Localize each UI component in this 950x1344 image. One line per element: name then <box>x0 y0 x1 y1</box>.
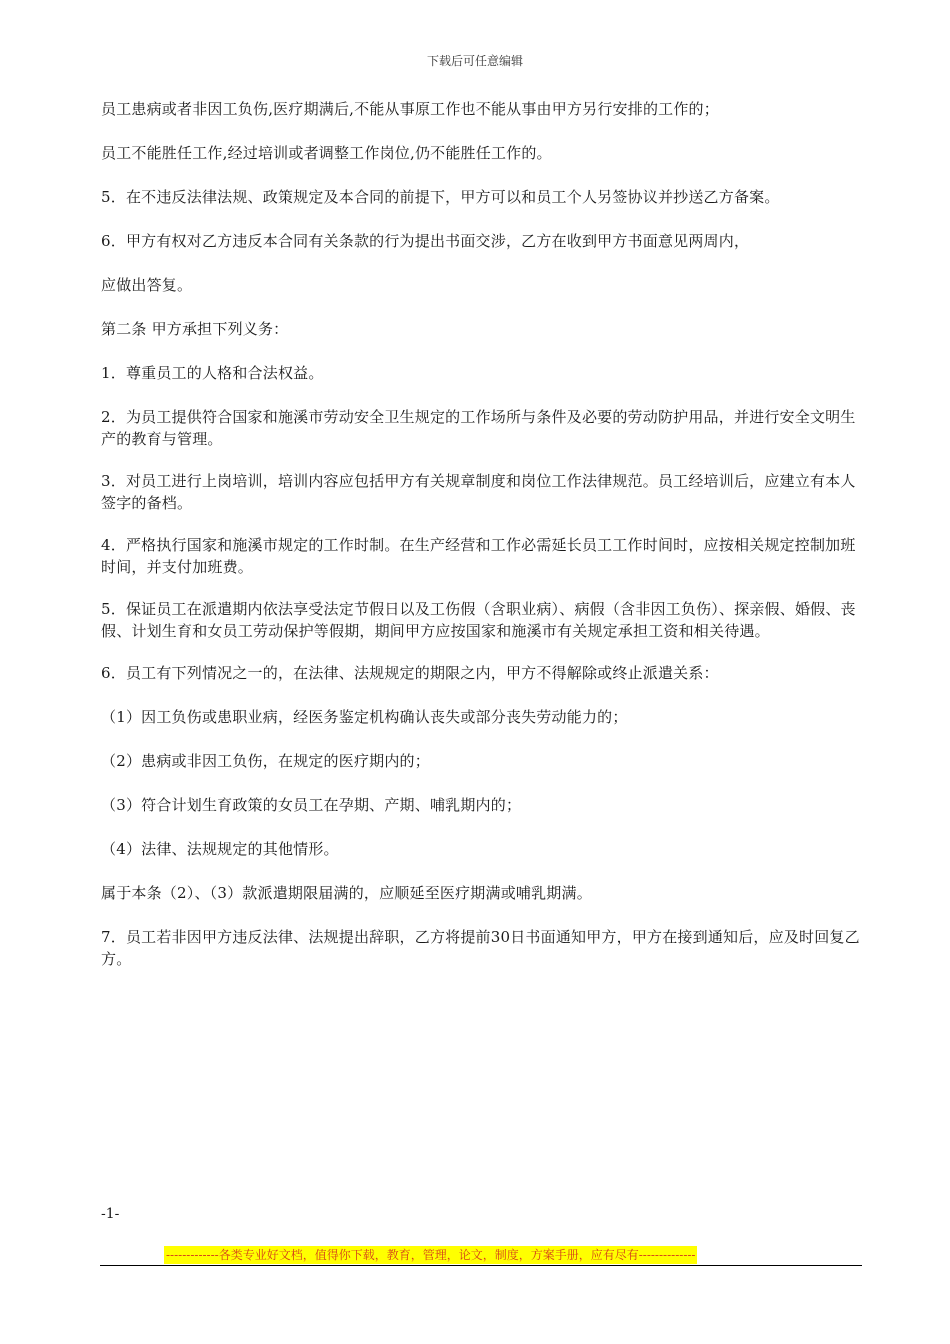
paragraph: 5．保证员工在派遣期内依法享受法定节假日以及工伤假（含职业病）、病假（含非因工负伤）、探亲假、婚假、丧假、计划生育和女员工劳动保护等假期，期间甲方应按国家和施溪市有关规定承担工资和相关待遇。 <box>101 600 856 640</box>
list-item: （2）患病或非因工负伤，在规定的医疗期内的； <box>101 752 430 770</box>
list-item: （4）法律、法规规定的其他情形。 <box>101 840 339 858</box>
paragraph: 4．严格执行国家和施溪市规定的工作时制。在生产经营和工作必需延长员工工作时间时，应按相关规定控制加班时间，并支付加班费。 <box>101 536 856 576</box>
paragraph: 6．员工有下列情况之一的，在法律、法规规定的期限之内，甲方不得解除或终止派遣关系： <box>101 664 719 682</box>
list-item: （3）符合计划生育政策的女员工在孕期、产期、哺乳期内的； <box>101 796 522 814</box>
paragraph: 属于本条（2）、（3）款派遣期限届满的，应顺延至医疗期满或哺乳期满。 <box>101 884 592 902</box>
paragraph: 应做出答复。 <box>101 276 193 294</box>
paragraph: 5．在不违反法律法规、政策规定及本合同的前提下，甲方可以和员工个人另签协议并抄送乙方备案。 <box>101 188 780 206</box>
paragraph: 员工患病或者非因工负伤,医疗期满后,不能从事原工作也不能从事由甲方另行安排的工作的； <box>101 100 719 118</box>
paragraph: 3．对员工进行上岗培训，培训内容应包括甲方有关规章制度和岗位工作法律规范。员工经培训后，应建立有本人签字的备档。 <box>101 472 856 512</box>
header-note: 下载后可任意编辑 <box>426 54 523 68</box>
paragraph: 员工不能胜任工作,经过培训或者调整工作岗位,仍不能胜任工作的。 <box>101 144 552 162</box>
paragraph: 7．员工若非因甲方违反法律、法规提出辞职，乙方将提前30日书面通知甲方，甲方在接到通知后，应及时回复乙方。 <box>101 928 860 968</box>
page-number: -1- <box>101 1206 120 1222</box>
footer-banner: -------------各类专业好文档，值得你下载，教育，管理，论文，制度，方案手册，应有尽有-------------- <box>166 1248 696 1262</box>
paragraph: 2．为员工提供符合国家和施溪市劳动安全卫生规定的工作场所与条件及必要的劳动防护用品，并进行安全文明生产的教育与管理。 <box>101 408 856 448</box>
list-item: （1）因工负伤或患职业病，经医务鉴定机构确认丧失或部分丧失劳动能力的； <box>101 708 628 726</box>
paragraph: 1．尊重员工的人格和合法权益。 <box>101 364 324 382</box>
paragraph: 6．甲方有权对乙方违反本合同有关条款的行为提出书面交涉，乙方在收到甲方书面意见两周内， <box>101 232 750 250</box>
section-heading: 第二条 甲方承担下列义务： <box>101 320 289 338</box>
footer-rule <box>100 1265 862 1266</box>
document-body <box>101 98 863 990</box>
